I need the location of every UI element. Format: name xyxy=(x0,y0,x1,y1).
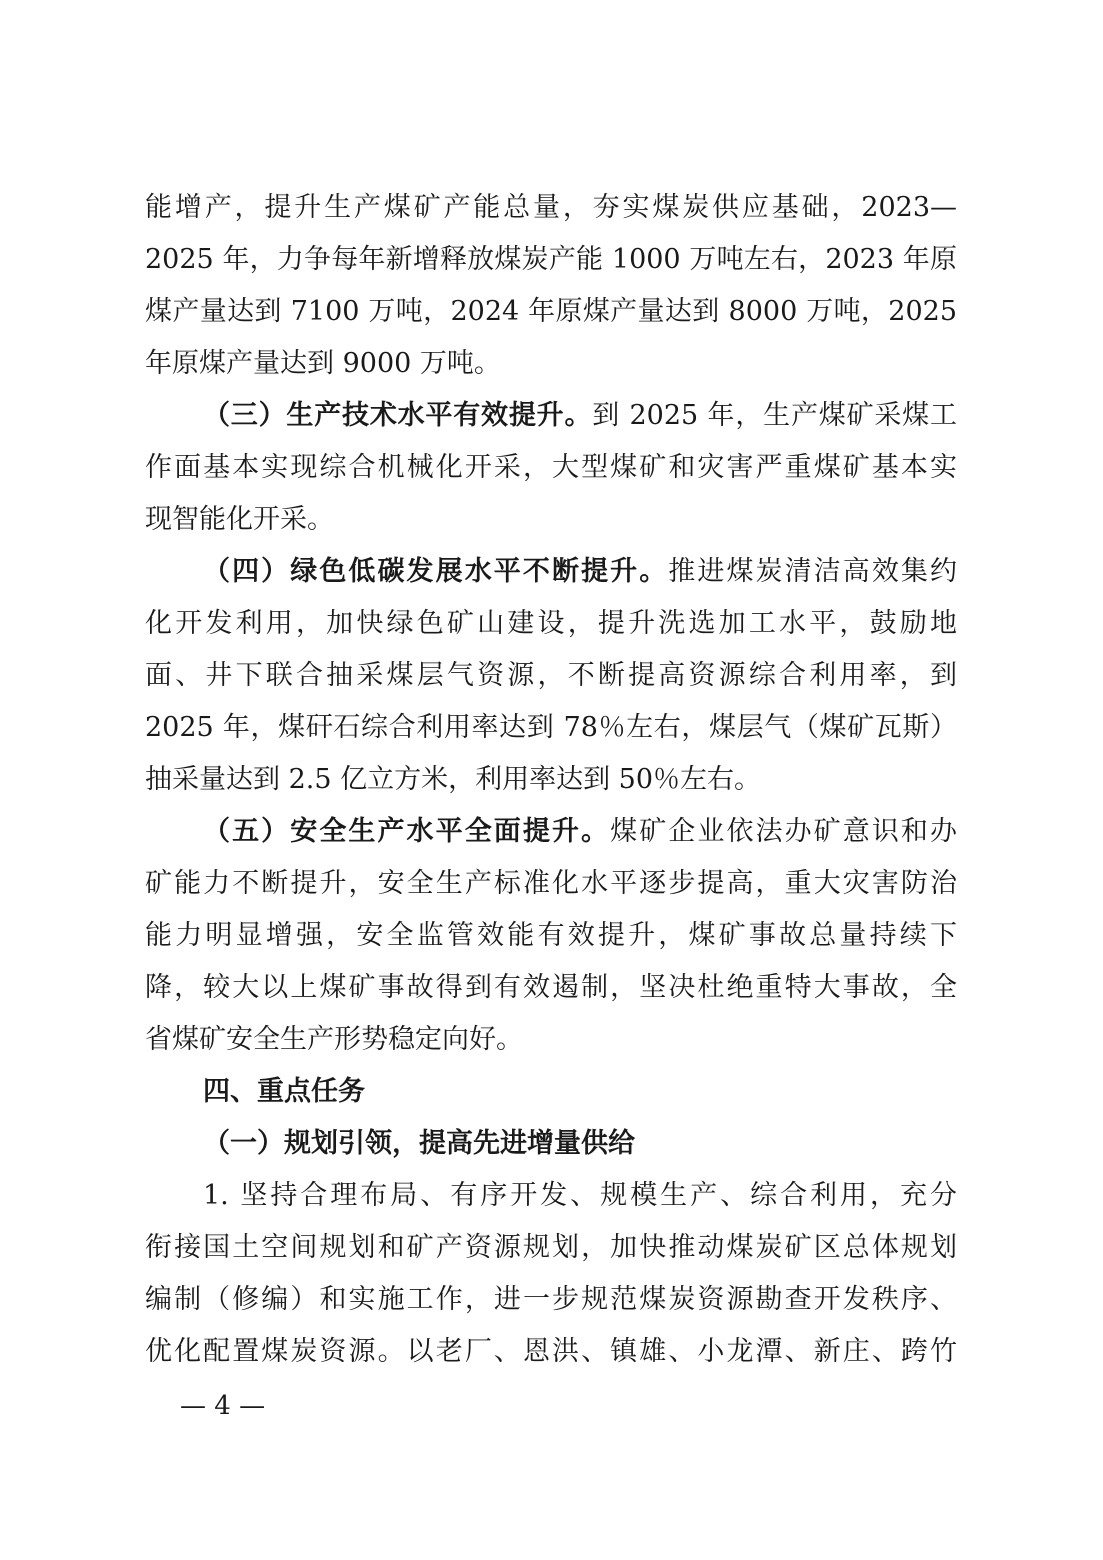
text-line: 2025 年，煤矸石综合利用率达到 78％左右，煤层气（煤矿瓦斯） xyxy=(145,712,957,743)
text-line: 矿能力不断提升，安全生产标准化水平逐步提高，重大灾害防治 xyxy=(145,868,957,899)
text-line: 降，较大以上煤矿事故得到有效遏制，坚决杜绝重特大事故，全 xyxy=(145,972,957,1003)
text-line: 省煤矿安全生产形势稳定向好。 xyxy=(145,1024,523,1055)
sub-heading: （一）规划引领，提高先进增量供给 xyxy=(203,1128,635,1159)
paragraph-4-first-line xyxy=(203,546,957,598)
section-heading: 四、重点任务 xyxy=(203,1076,365,1107)
text-line: 优化配置煤炭资源。以老厂、恩洪、镇雄、小龙潭、新庄、跨竹 xyxy=(145,1336,957,1367)
text-line: 衔接国土空间规划和矿产资源规划，加快推动煤炭矿区总体规划 xyxy=(145,1232,957,1263)
text-line: 面、井下联合抽采煤层气资源，不断提高资源综合利用率，到 xyxy=(145,660,957,691)
paragraph-3-text: 到 2025 年，生产煤矿采煤工 xyxy=(592,400,957,431)
paragraph-4-lead: （四）绿色低碳发展水平不断提升。 xyxy=(203,556,669,587)
text-line: 化开发利用，加快绿色矿山建设，提升洗选加工水平，鼓励地 xyxy=(145,608,957,639)
text-line: 作面基本实现综合机械化开采，大型煤矿和灾害严重煤矿基本实 xyxy=(145,452,957,483)
text-line: 能力明显增强，安全监管效能有效提升，煤矿事故总量持续下 xyxy=(145,920,957,951)
text-line: 煤产量达到 7100 万吨，2024 年原煤产量达到 8000 万吨，2025 xyxy=(145,296,957,327)
paragraph-5-text: 煤矿企业依法办矿意识和办 xyxy=(610,816,957,847)
paragraph-4-text: 推进煤炭清洁高效集约 xyxy=(668,556,957,587)
text-line: 2025 年，力争每年新增释放煤炭产能 1000 万吨左右，2023 年原 xyxy=(145,244,957,275)
paragraph-5-lead: （五）安全生产水平全面提升。 xyxy=(203,816,611,847)
paragraph-3-first-line xyxy=(203,390,957,442)
paragraph-5-first-line xyxy=(203,806,957,858)
text-line: 能增产，提升生产煤矿产能总量，夯实煤炭供应基础，2023— xyxy=(145,192,957,223)
text-line: 年原煤产量达到 9000 万吨。 xyxy=(145,348,501,379)
text-line: 现智能化开采。 xyxy=(145,504,334,535)
text-line: 编制（修编）和实施工作，进一步规范煤炭资源勘查开发秩序、 xyxy=(145,1284,957,1315)
text-line: 抽采量达到 2.5 亿立方米，利用率达到 50％左右。 xyxy=(145,764,762,795)
item-1-first-line: 1. 坚持合理布局、有序开发、规模生产、综合利用，充分 xyxy=(203,1180,957,1211)
page-number: — 4 — xyxy=(180,1391,266,1421)
paragraph-3-lead: （三）生产技术水平有效提升。 xyxy=(203,400,593,431)
